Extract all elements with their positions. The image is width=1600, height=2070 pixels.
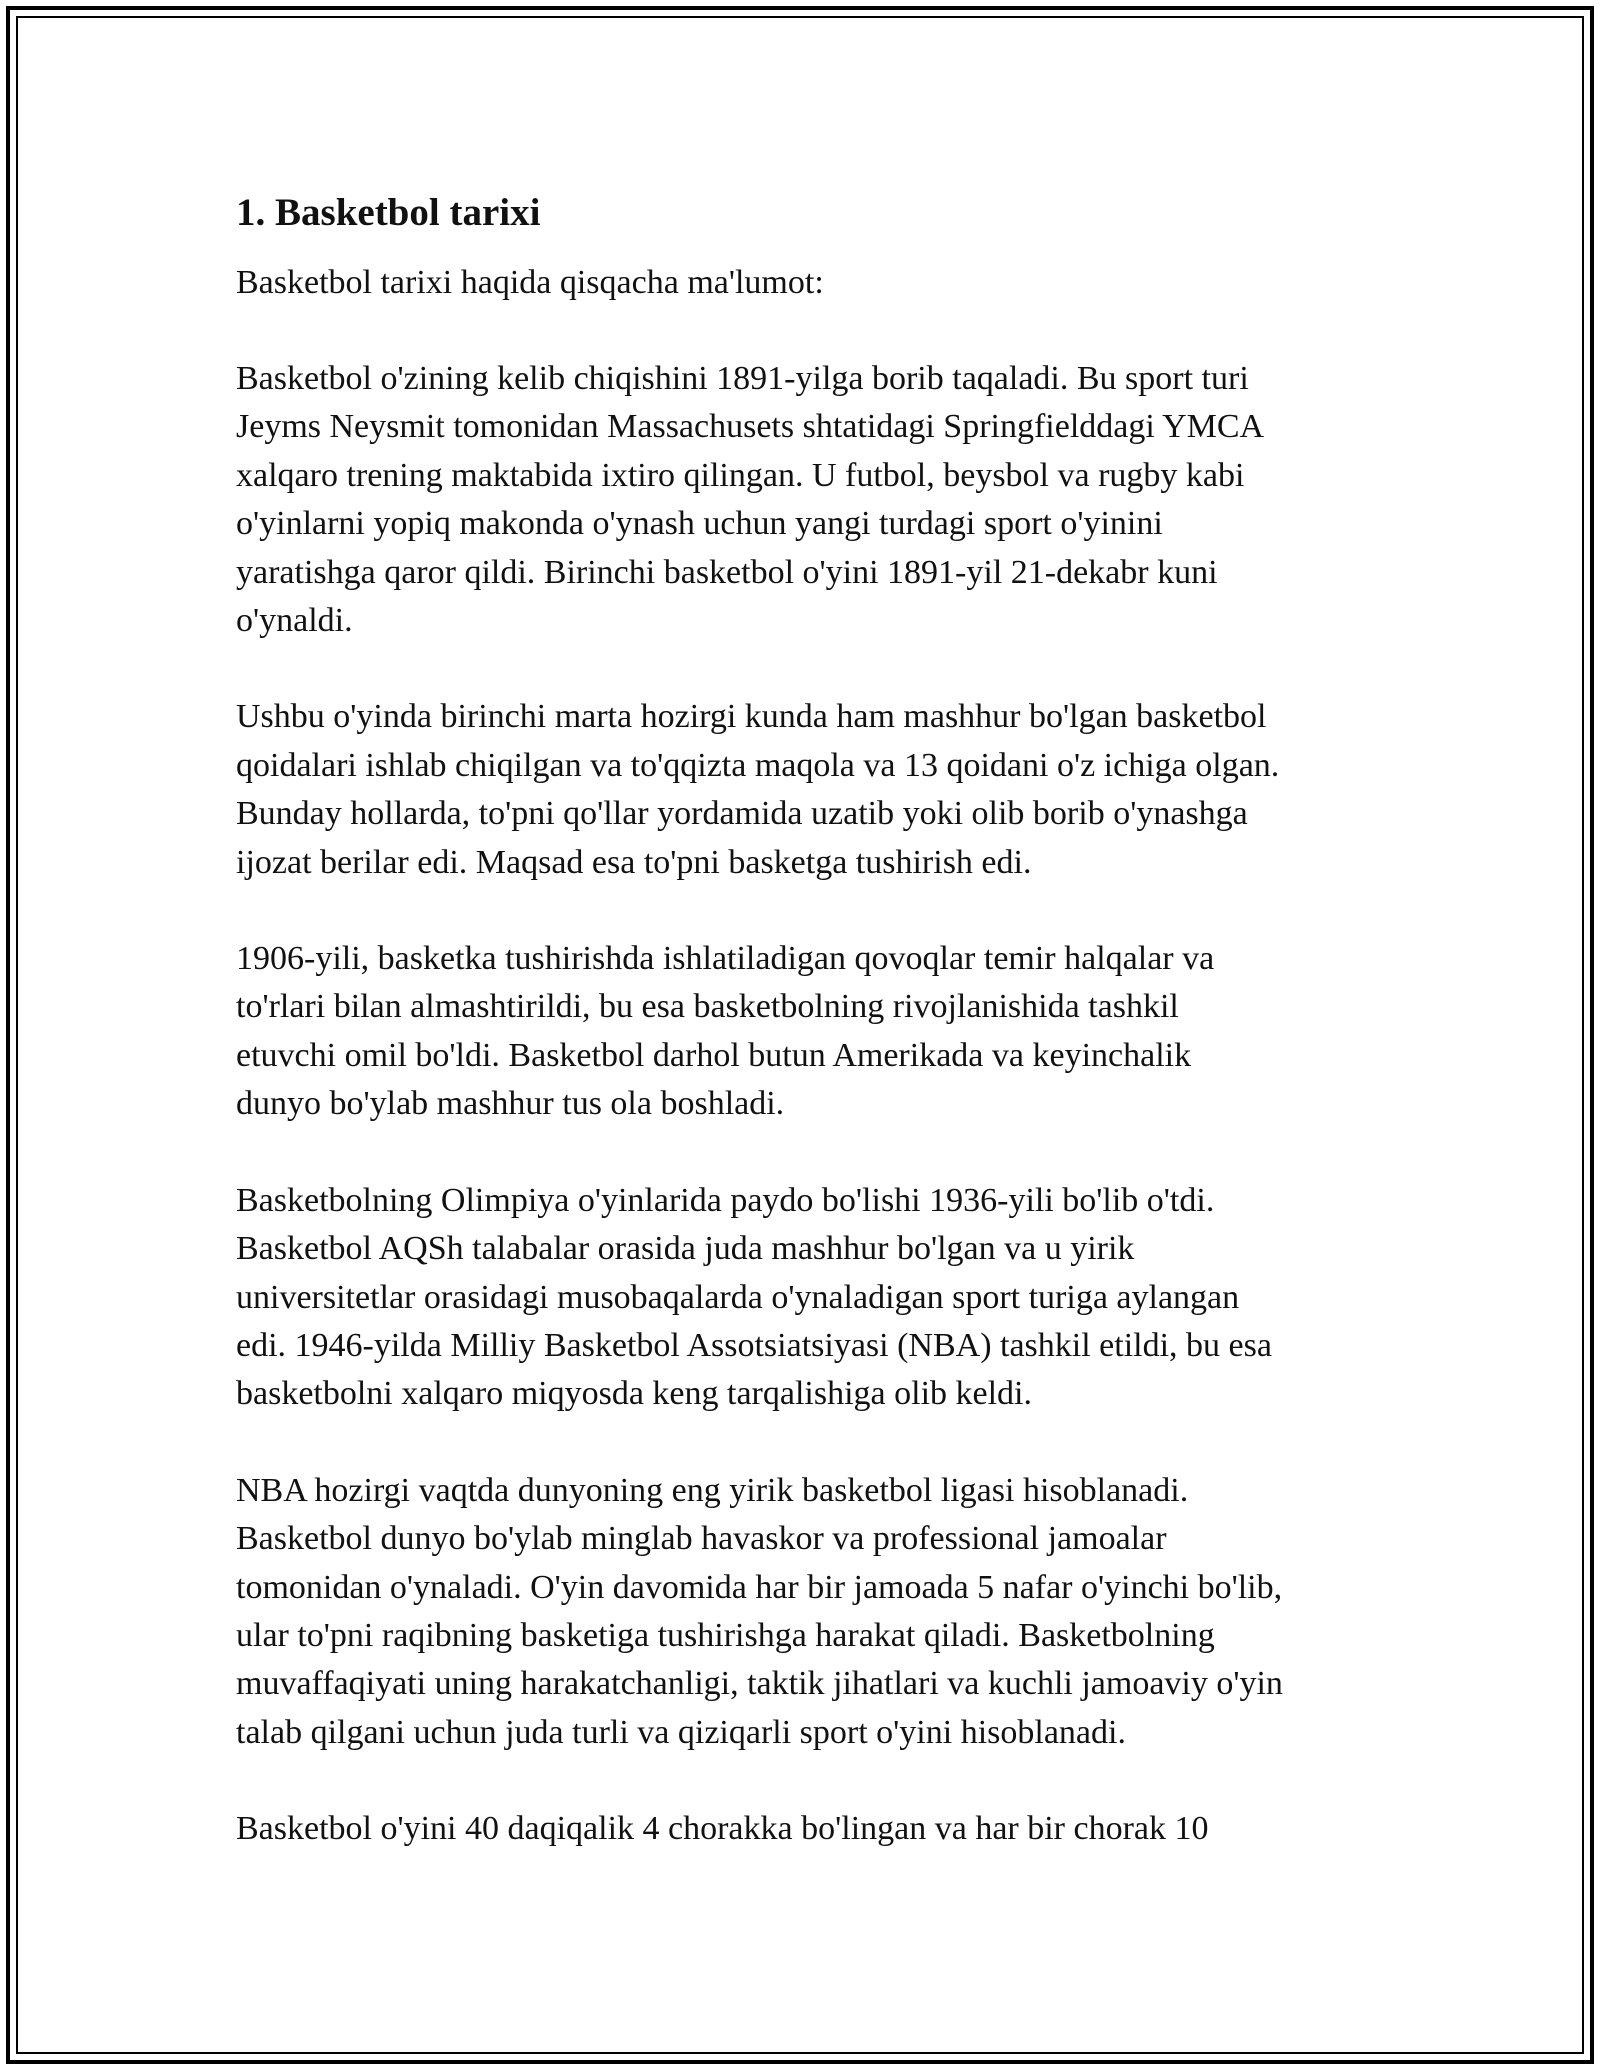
paragraph-line: Basketbolning Olimpiya o'yinlarida paydo bo'lishi 1936-yili bo'lib o'tdi. xyxy=(236,1181,1215,1219)
body-paragraph xyxy=(236,1177,1376,1419)
body-paragraph xyxy=(236,355,1376,645)
paragraph-line: yaratishga qaror qildi. Birinchi basketbol o'yini 1891-yil 21-dekabr kuni xyxy=(236,553,1218,591)
paragraph-line: o'ynaldi. xyxy=(236,602,353,640)
paragraph-line: tomonidan o'ynaladi. O'yin davomida har bir jamoada 5 nafar o'yinchi bo'lib, xyxy=(236,1568,1283,1606)
paragraph-line: Basketbol o'zining kelib chiqishini 1891-yilga borib taqaladi. Bu sport turi xyxy=(236,360,1249,397)
paragraph-line: ijozat berilar edi. Maqsad esa to'pni basketga tushirish edi. xyxy=(236,843,1032,881)
paragraph-line: dunyo bo'ylab mashhur tus ola boshladi. xyxy=(236,1085,785,1123)
paragraph-line: edi. 1946-yilda Milliy Basketbol Assotsiatsiyasi (NBA) tashkil etildi, bu esa xyxy=(236,1326,1272,1364)
paragraph-line: o'yinlarni yopiq makonda o'ynash uchun yangi turdagi sport o'yinini xyxy=(236,505,1163,543)
body-paragraph xyxy=(236,1805,1376,1853)
paragraph-line: Basketbol dunyo bo'ylab minglab havaskor va professional jamoalar xyxy=(236,1520,1167,1558)
paragraph-line: Ushbu o'yinda birinchi marta hozirgi kunda ham mashhur bo'lgan basketbol xyxy=(236,698,1267,736)
paragraph-line: qoidalari ishlab chiqilgan va to'qqizta maqola va 13 qoidani o'z ichiga olgan. xyxy=(236,746,1280,784)
paragraph-line: to'rlari bilan almashtirildi, bu esa basketbolning rivojlanishida tashkil xyxy=(236,988,1179,1026)
paragraph-line: xalqaro trening maktabida ixtiro qilingan. U futbol, beysbol va rugby kabi xyxy=(236,456,1245,494)
body-paragraph xyxy=(236,1467,1376,1757)
paragraph-line: Jeyms Neysmit tomonidan Massachusets shtatidagi Springfielddagi YMCA xyxy=(236,408,1265,446)
paragraph-line: NBA hozirgi vaqtda dunyoning eng yirik basketbol ligasi hisoblanadi. xyxy=(236,1471,1189,1509)
paragraph-line: muvaffaqiyati uning harakatchanligi, taktik jihatlari va kuchli jamoaviy o'yin xyxy=(236,1665,1283,1703)
paragraph-line: basketbolni xalqaro miqyosda keng tarqalishiga olib keldi. xyxy=(236,1375,1032,1413)
paragraph-line: Basketbol o'yini 40 daqiqalik 4 chorakka bo'lingan va har bir chorak 10 xyxy=(236,1810,1209,1848)
paragraph-line: 1906-yili, basketka tushirishda ishlatiladigan qovoqlar temir halqalar va xyxy=(236,940,1215,978)
paragraph-line: etuvchi omil bo'ldi. Basketbol darhol butun Amerikada va keyinchalik xyxy=(236,1036,1192,1074)
body-paragraph xyxy=(236,693,1376,887)
paragraph-line: universitetlar orasidagi musobaqalarda o'ynaladigan sport turiga aylangan xyxy=(236,1278,1240,1316)
paragraph-line: Basketbol AQSh talabalar orasida juda mashhur bo'lgan va u yirik xyxy=(236,1230,1135,1268)
paragraph-line: ular to'pni raqibning basketiga tushirishga harakat qiladi. Basketbolning xyxy=(236,1616,1215,1654)
paragraph-line: talab qilgani uchun juda turli va qiziqarli sport o'yini hisoblanadi. xyxy=(236,1713,1126,1751)
document-body xyxy=(236,185,1376,1854)
section-heading: 1. Basketbol tarixi xyxy=(236,191,541,234)
paragraph-line: Bunday hollarda, to'pni qo'llar yordamida uzatib yoki olib borib o'ynashga xyxy=(236,795,1248,833)
intro-line: Basketbol tarixi haqida qisqacha ma'lumot: xyxy=(236,264,824,301)
paragraphs-container xyxy=(236,355,1376,1854)
body-paragraph xyxy=(236,935,1376,1129)
